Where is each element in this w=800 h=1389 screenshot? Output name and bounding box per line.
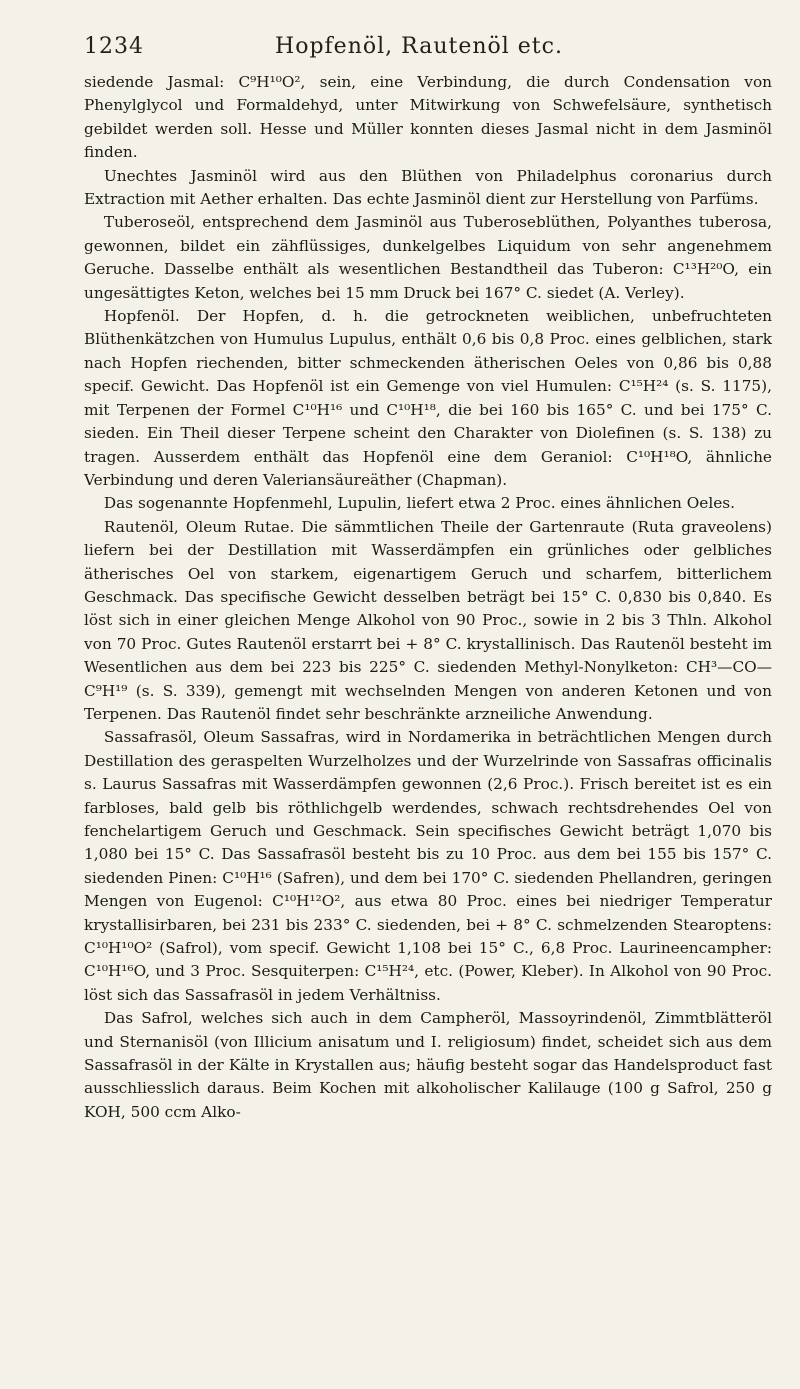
- paragraph-unechtes-jasminoel: Unechtes Jasminöl wird aus den Blüthen von Philadelphus coronarius durch Extraction mit Aether erhalten. Das echte Jasminöl dient zur Herstellung von Parfüms.: [84, 166, 772, 209]
- page-number: 1234: [84, 34, 144, 59]
- paragraph-sassafrasoel: Sassafrasöl, Oleum Sassafras, wird in Nordamerika in beträchtlichen Mengen durch Destillation des geraspelten Wurzelholzes und der Wurzelrinde von Sassafras officinalis s. Laurus Sassafras mit Wasserdämpfen gewonnen (2,6 Proc.). Frisch bereitet ist es ein farbloses, bald gelb bis röthlichgelb werdendes, schwach rechtsdrehendes Oel von fenchelartigem Geruch und Geschmack. Sein specifisches Gewicht beträgt 1,070 bis 1,080 bei 15° C. Das Sassafrasöl besteht bis zu 10 Proc. aus dem bei 155 bis 157° C. siedenden Pinen: C¹⁰H¹⁶ (Safren), und dem bei 170° C. siedenden Phellandren, geringen Mengen von Eugenol: C¹⁰H¹²O², aus etwa 80 Proc. eines bei niedriger Temperatur krystallisirbaren, bei 231 bis 233° C. siedenden, bei + 8° C. schmelzenden Stearoptens: C¹⁰H¹⁰O² (Safrol), vom specif. Gewicht 1,108 bei 15° C., 6,8 Proc. Laurineencampher: C¹⁰H¹⁶O, und 3 Proc. Sesquiterpen: C¹⁵H²⁴, etc. (Power, Kleber). In Alkohol von 90 Proc. löst sich das Sassafrasöl in jedem Verhältniss.: [84, 728, 772, 1004]
- body-text: [84, 71, 772, 1124]
- paragraph-hopfenmehl: Das sogenannte Hopfenmehl, Lupulin, liefert etwa 2 Proc. eines ähnlichen Oeles.: [103, 494, 736, 513]
- page-header: [84, 34, 772, 59]
- paragraph-jasmal: siedende Jasmal: C⁹H¹⁰O², sein, eine Verbindung, die durch Condensation von Phenylglycol und Formaldehyd, unter Mitwirkung von Schwefelsäure, synthetisch gebildet werden soll. Hesse und Müller konnten dieses Jasmal nicht in dem Jasminöl finden.: [84, 73, 772, 162]
- paragraph-tuberoseoel: Tuberoseöl, entsprechend dem Jasminöl aus Tuberoseblüthen, Polyanthes tuberosa, gewonnen, bildet ein zähflüssiges, dunkelgelbes Liquidum von sehr angenehmem Geruche. Dasselbe enthält als wesentlichen Bestandtheil das Tuberon: C¹³H²⁰O, ein ungesättigtes Keton, welches bei 15 mm Druck bei 167° C. siedet (A. Verley).: [84, 213, 772, 302]
- running-title: Hopfenöl, Rautenöl etc.: [275, 34, 563, 59]
- paragraph-safrol: Das Safrol, welches sich auch in dem Campheröl, Massoyrindenöl, Zimmtblätteröl und Sternanisöl (von Illicium anisatum und I. religiosum) findet, scheidet sich aus dem Sassafrasöl in der Kälte in Krystallen aus; häufig besteht sogar das Handelsproduct fast ausschliesslich daraus. Beim Kochen mit alkoholischer Kalilauge (100 g Safrol, 250 g KOH, 500 ccm Alko-: [84, 1009, 772, 1121]
- paragraph-hopfenoel: Hopfenöl. Der Hopfen, d. h. die getrockneten weiblichen, unbefruchteten Blüthenkätzchen von Humulus Lupulus, enthält 0,6 bis 0,8 Proc. eines gelblichen, stark nach Hopfen riechenden, bitter schmeckenden ätherischen Oeles von 0,86 bis 0,88 specif. Gewicht. Das Hopfenöl ist ein Gemenge von viel Humulen: C¹⁵H²⁴ (s. S. 1175), mit Terpenen der Formel C¹⁰H¹⁶ und C¹⁰H¹⁸, die bei 160 bis 165° C. und bei 175° C. sieden. Ein Theil dieser Terpene scheint den Charakter von Diolefinen (s. S. 138) zu tragen. Ausserdem enthält das Hopfenöl eine dem Geraniol: C¹⁰H¹⁸O, ähnliche Verbindung und deren Valeriansäureäther (Chapman).: [84, 307, 772, 489]
- paragraph-rautenoel: Rautenöl, Oleum Rutae. Die sämmtlichen Theile der Gartenraute (Ruta graveolens) liefern bei der Destillation mit Wasserdämpfen ein grünliches oder gelbliches ätherisches Oel von starkem, eigenartigem Geruch und scharfem, bitterlichem Geschmack. Das specifische Gewicht desselben beträgt bei 15° C. 0,830 bis 0,840. Es löst sich in einer gleichen Menge Alkohol von 90 Proc., sowie in 2 bis 3 Thln. Alkohol von 70 Proc. Gutes Rautenöl erstarrt bei + 8° C. krystallinisch. Das Rautenöl besteht im Wesentlichen aus dem bei 223 bis 225° C. siedenden Methyl-Nonylketon: CH³—CO—C⁹H¹⁹ (s. S. 339), gemengt mit wechselnden Mengen von anderen Ketonen und von Terpenen. Das Rautenöl findet sehr beschränkte arzneiliche Anwendung.: [84, 517, 772, 723]
